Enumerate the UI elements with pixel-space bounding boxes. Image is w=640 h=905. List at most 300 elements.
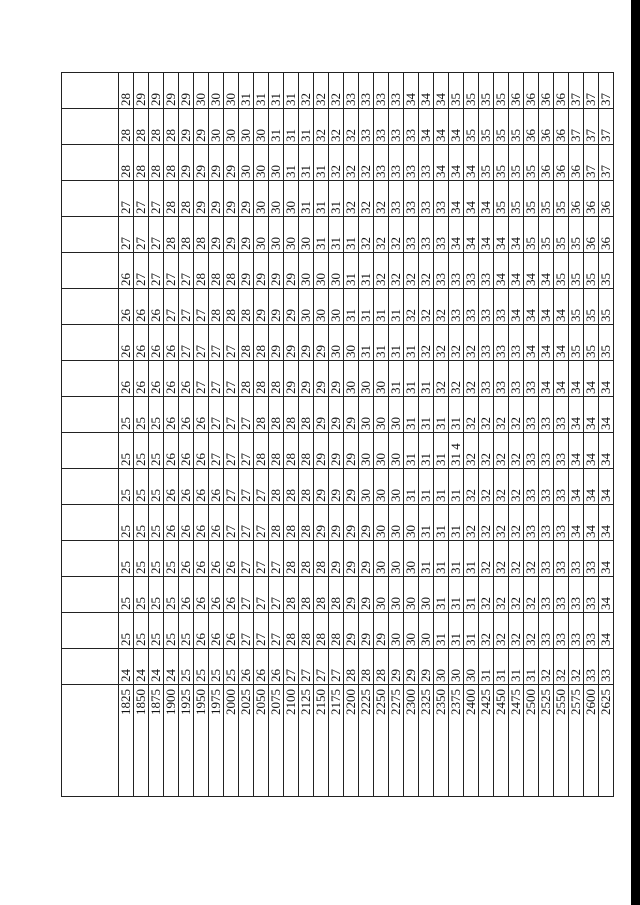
- value-cell: 25: [149, 397, 164, 433]
- value-cell: 28: [284, 613, 299, 649]
- value-cell: 25: [149, 433, 164, 469]
- value-cell: 33: [554, 505, 569, 541]
- year-cell: 2550: [554, 685, 569, 797]
- table-row: [179, 73, 194, 797]
- value-cell: 29: [209, 181, 224, 217]
- value-cell: 28: [149, 109, 164, 145]
- value-cell: 32: [494, 577, 509, 613]
- value-cell: 29: [284, 325, 299, 361]
- value-cell: 33: [389, 181, 404, 217]
- value-cell: 32: [389, 217, 404, 253]
- value-cell: 29: [284, 289, 299, 325]
- value-cell: 32: [359, 217, 374, 253]
- value-cell: 27: [224, 433, 239, 469]
- year-cell: 2625: [599, 685, 614, 797]
- year-cell: 2200: [344, 685, 359, 797]
- value-cell: 28: [299, 397, 314, 433]
- value-cell: 32: [374, 181, 389, 217]
- value-cell: 35: [569, 289, 584, 325]
- value-cell: 37: [599, 109, 614, 145]
- value-cell: 33: [434, 253, 449, 289]
- value-cell: 30: [314, 289, 329, 325]
- value-cell: 30: [389, 397, 404, 433]
- value-cell: 29: [254, 253, 269, 289]
- value-cell: 34: [524, 325, 539, 361]
- value-cell: 34: [494, 253, 509, 289]
- value-cell: 34: [599, 541, 614, 577]
- value-cell: 34: [449, 109, 464, 145]
- value-cell: 30: [314, 253, 329, 289]
- value-cell: [62, 73, 119, 109]
- value-cell: 30: [329, 253, 344, 289]
- data-table: [61, 72, 614, 797]
- value-cell: 29: [344, 433, 359, 469]
- value-cell: 33: [359, 73, 374, 109]
- value-cell: 36: [584, 181, 599, 217]
- value-cell: 26: [209, 505, 224, 541]
- value-cell: 32: [479, 613, 494, 649]
- value-cell: 32: [464, 397, 479, 433]
- value-cell: 27: [269, 577, 284, 613]
- value-cell: 35: [554, 181, 569, 217]
- value-cell: 32: [329, 109, 344, 145]
- value-cell: 30: [359, 469, 374, 505]
- value-cell: 34: [599, 469, 614, 505]
- year-cell: 2325: [419, 685, 434, 797]
- value-cell: 34: [509, 253, 524, 289]
- value-cell: 33: [494, 325, 509, 361]
- value-cell: 26: [224, 613, 239, 649]
- value-cell: 27: [179, 289, 194, 325]
- value-cell: 32: [359, 145, 374, 181]
- table-row: [464, 73, 479, 797]
- value-cell: 28: [224, 289, 239, 325]
- value-cell: 31: [269, 109, 284, 145]
- value-cell: 34: [464, 145, 479, 181]
- value-cell: 28: [299, 541, 314, 577]
- value-cell: 34: [599, 613, 614, 649]
- value-cell: 28: [284, 469, 299, 505]
- value-cell: 28: [284, 541, 299, 577]
- table-row: [254, 73, 269, 797]
- value-cell: 26: [224, 577, 239, 613]
- value-cell: 33: [554, 433, 569, 469]
- table-row: [209, 73, 224, 797]
- value-cell: 35: [509, 145, 524, 181]
- value-cell: 26: [194, 397, 209, 433]
- value-cell: 28: [239, 325, 254, 361]
- value-cell: 25: [134, 397, 149, 433]
- value-cell: [62, 397, 119, 433]
- value-cell: 33: [539, 577, 554, 613]
- value-cell: 26: [119, 289, 134, 325]
- value-cell: 29: [329, 397, 344, 433]
- value-cell: 31: [419, 433, 434, 469]
- value-cell: 26: [194, 541, 209, 577]
- value-cell: 31: [359, 253, 374, 289]
- value-cell: 32: [509, 397, 524, 433]
- value-cell: 29: [239, 181, 254, 217]
- value-cell: 27: [284, 649, 299, 685]
- value-cell: 27: [209, 397, 224, 433]
- value-cell: 26: [269, 649, 284, 685]
- value-cell: 32: [509, 433, 524, 469]
- value-cell: 32: [524, 613, 539, 649]
- value-cell: 34: [599, 397, 614, 433]
- year-cell: 2025: [239, 685, 254, 797]
- value-cell: 27: [164, 289, 179, 325]
- value-cell: 26: [179, 469, 194, 505]
- year-cell: 2400: [464, 685, 479, 797]
- value-cell: 25: [164, 541, 179, 577]
- value-cell: 34: [449, 181, 464, 217]
- value-cell: 27: [329, 649, 344, 685]
- value-cell: 31: [434, 469, 449, 505]
- value-cell: 33: [539, 433, 554, 469]
- value-cell: 30: [374, 361, 389, 397]
- year-cell: 2500: [524, 685, 539, 797]
- value-cell: 28: [179, 217, 194, 253]
- value-cell: 28: [254, 397, 269, 433]
- value-cell: 28: [269, 433, 284, 469]
- value-cell: 29: [314, 433, 329, 469]
- value-cell: 33: [464, 253, 479, 289]
- value-cell: 33: [374, 109, 389, 145]
- value-cell: 27: [224, 361, 239, 397]
- value-cell: 29: [224, 145, 239, 181]
- value-cell: 32: [479, 433, 494, 469]
- year-cell: 2525: [539, 685, 554, 797]
- value-cell: 29: [344, 469, 359, 505]
- value-cell: 27: [194, 325, 209, 361]
- value-cell: 28: [149, 145, 164, 181]
- value-cell: 32: [539, 649, 554, 685]
- value-cell: 32: [509, 541, 524, 577]
- value-cell: 28: [134, 145, 149, 181]
- value-cell: 32: [389, 253, 404, 289]
- value-cell: 31: [404, 325, 419, 361]
- data-table-container: [61, 72, 613, 797]
- value-cell: 26: [164, 325, 179, 361]
- value-cell: 25: [224, 649, 239, 685]
- value-cell: [62, 217, 119, 253]
- value-cell: 28: [119, 109, 134, 145]
- value-cell: 27: [239, 469, 254, 505]
- year-cell: 2000: [224, 685, 239, 797]
- blank-row: [62, 73, 119, 797]
- value-cell: 30: [254, 217, 269, 253]
- value-cell: 28: [119, 145, 134, 181]
- year-cell: 1875: [149, 685, 164, 797]
- value-cell: 33: [509, 361, 524, 397]
- value-cell: 30: [374, 505, 389, 541]
- value-cell: 31: [389, 325, 404, 361]
- value-cell: 33: [584, 649, 599, 685]
- table-row: [119, 73, 134, 797]
- value-cell: 33: [479, 325, 494, 361]
- value-cell: 26: [194, 577, 209, 613]
- value-cell: [62, 253, 119, 289]
- value-cell: [62, 541, 119, 577]
- value-cell: 35: [494, 181, 509, 217]
- value-cell: 34: [539, 325, 554, 361]
- value-cell: 30: [284, 181, 299, 217]
- table-row: [389, 73, 404, 797]
- value-cell: 28: [119, 73, 134, 109]
- value-cell: 32: [449, 361, 464, 397]
- value-cell: 25: [179, 649, 194, 685]
- value-cell: 31: [449, 469, 464, 505]
- year-cell: 2375: [449, 685, 464, 797]
- value-cell: 36: [554, 73, 569, 109]
- value-cell: 31: [449, 505, 464, 541]
- value-cell: 30: [269, 145, 284, 181]
- value-cell: 34: [569, 505, 584, 541]
- value-cell: 30: [359, 433, 374, 469]
- value-cell: 35: [554, 253, 569, 289]
- value-cell: 27: [134, 253, 149, 289]
- value-cell: 26: [134, 289, 149, 325]
- value-cell: 26: [149, 289, 164, 325]
- value-cell: 31: [284, 145, 299, 181]
- value-cell: 35: [479, 109, 494, 145]
- value-cell: 26: [209, 541, 224, 577]
- value-cell: [62, 613, 119, 649]
- value-cell: 30: [224, 109, 239, 145]
- year-cell: 1900: [164, 685, 179, 797]
- value-cell: 31: [284, 109, 299, 145]
- year-cell: 2100: [284, 685, 299, 797]
- value-cell: 28: [164, 145, 179, 181]
- year-cell: 2600: [584, 685, 599, 797]
- value-cell: 28: [284, 397, 299, 433]
- value-cell: 33: [539, 613, 554, 649]
- value-cell: 32: [344, 181, 359, 217]
- value-cell: 25: [179, 613, 194, 649]
- value-cell: 29: [329, 541, 344, 577]
- value-cell: 33: [404, 181, 419, 217]
- value-cell: 28: [299, 613, 314, 649]
- value-cell: 25: [149, 469, 164, 505]
- value-cell: 27: [134, 217, 149, 253]
- value-cell: [62, 505, 119, 541]
- value-cell: 35: [479, 145, 494, 181]
- value-cell: 33: [494, 289, 509, 325]
- value-cell: 31: [419, 505, 434, 541]
- value-cell: 34: [599, 577, 614, 613]
- table-row: [434, 73, 449, 797]
- value-cell: 30: [269, 217, 284, 253]
- year-cell: 1925: [179, 685, 194, 797]
- value-cell: 25: [134, 577, 149, 613]
- value-cell: 35: [554, 217, 569, 253]
- value-cell: 31: [419, 397, 434, 433]
- table-row: [569, 73, 584, 797]
- value-cell: 31: [329, 217, 344, 253]
- value-cell: 32: [419, 325, 434, 361]
- value-cell: 27: [314, 649, 329, 685]
- year-cell: 2575: [569, 685, 584, 797]
- value-cell: 32: [464, 505, 479, 541]
- value-cell: 27: [239, 541, 254, 577]
- value-cell: 34: [599, 433, 614, 469]
- value-cell: 29: [179, 109, 194, 145]
- value-cell: 33: [554, 613, 569, 649]
- value-cell: 26: [179, 577, 194, 613]
- value-cell: 25: [149, 541, 164, 577]
- value-cell: 34: [434, 109, 449, 145]
- value-cell: 32: [434, 361, 449, 397]
- value-cell: 29: [329, 505, 344, 541]
- value-cell: 28: [164, 109, 179, 145]
- value-cell: 27: [119, 217, 134, 253]
- value-cell: 32: [479, 397, 494, 433]
- value-cell: 32: [494, 541, 509, 577]
- year-cell: [62, 685, 119, 797]
- value-cell: 28: [269, 361, 284, 397]
- value-cell: 33: [449, 289, 464, 325]
- table-row: [314, 73, 329, 797]
- year-cell: 2425: [479, 685, 494, 797]
- value-cell: 28: [359, 649, 374, 685]
- value-cell: 33: [419, 181, 434, 217]
- value-cell: 29: [344, 613, 359, 649]
- value-cell: 30: [374, 397, 389, 433]
- value-cell: 32: [374, 253, 389, 289]
- value-cell: 30: [254, 145, 269, 181]
- value-cell: 26: [179, 433, 194, 469]
- value-cell: 29: [299, 325, 314, 361]
- value-cell: 29: [149, 73, 164, 109]
- value-cell: 29: [389, 649, 404, 685]
- value-cell: 31: [314, 145, 329, 181]
- value-cell: 29: [224, 181, 239, 217]
- value-cell: 30: [239, 109, 254, 145]
- value-cell: 31: [434, 433, 449, 469]
- value-cell: 31: [299, 181, 314, 217]
- table-row: [599, 73, 614, 797]
- value-cell: 36: [569, 145, 584, 181]
- year-cell: 2275: [389, 685, 404, 797]
- value-cell: 33: [389, 145, 404, 181]
- value-cell: 35: [524, 145, 539, 181]
- value-cell: 25: [119, 433, 134, 469]
- value-cell: 28: [254, 433, 269, 469]
- value-cell: 28: [269, 397, 284, 433]
- value-cell: 34: [584, 361, 599, 397]
- value-cell: 34: [554, 289, 569, 325]
- value-cell: 32: [419, 289, 434, 325]
- value-cell: 34: [434, 145, 449, 181]
- value-cell: 31: [284, 73, 299, 109]
- value-cell: 27: [254, 577, 269, 613]
- value-cell: 32: [524, 577, 539, 613]
- value-cell: 28: [194, 253, 209, 289]
- value-cell: 32: [419, 253, 434, 289]
- value-cell: 33: [569, 577, 584, 613]
- value-cell: 32: [494, 613, 509, 649]
- value-cell: 25: [149, 577, 164, 613]
- value-cell: 28: [344, 649, 359, 685]
- value-cell: 29: [359, 613, 374, 649]
- value-cell: 31: [464, 541, 479, 577]
- year-cell: 2150: [314, 685, 329, 797]
- value-cell: 34: [569, 469, 584, 505]
- value-cell: 35: [524, 181, 539, 217]
- value-cell: 35: [479, 73, 494, 109]
- value-cell: 25: [119, 541, 134, 577]
- value-cell: 29: [419, 649, 434, 685]
- table-row: [404, 73, 419, 797]
- value-cell: 27: [149, 253, 164, 289]
- value-cell: [62, 325, 119, 361]
- year-cell: 1850: [134, 685, 149, 797]
- value-cell: 32: [374, 217, 389, 253]
- value-cell: 30: [209, 73, 224, 109]
- value-cell: 32: [569, 649, 584, 685]
- value-cell: 36: [524, 109, 539, 145]
- value-cell: 30: [299, 217, 314, 253]
- value-cell: 28: [329, 577, 344, 613]
- value-cell: 26: [119, 325, 134, 361]
- value-cell: 31: [449, 613, 464, 649]
- value-cell: 28: [314, 541, 329, 577]
- value-cell: 28: [329, 613, 344, 649]
- value-cell: 33: [569, 541, 584, 577]
- value-cell: 24: [134, 649, 149, 685]
- value-cell: 30: [329, 289, 344, 325]
- value-cell: 33: [524, 397, 539, 433]
- table-row: [149, 73, 164, 797]
- value-cell: 25: [134, 469, 149, 505]
- value-cell: 28: [209, 253, 224, 289]
- value-cell: 37: [599, 145, 614, 181]
- value-cell: 27: [239, 613, 254, 649]
- value-cell: 31: [389, 289, 404, 325]
- value-cell: 30: [374, 577, 389, 613]
- value-cell: 29: [344, 505, 359, 541]
- value-cell: 34: [419, 109, 434, 145]
- year-cell: 1950: [194, 685, 209, 797]
- table-row: [164, 73, 179, 797]
- value-cell: 25: [164, 577, 179, 613]
- table-row: [449, 73, 464, 797]
- value-cell: 26: [254, 649, 269, 685]
- value-cell: 27: [149, 181, 164, 217]
- value-cell: 27: [179, 253, 194, 289]
- value-cell: 35: [584, 253, 599, 289]
- value-cell: 34: [494, 217, 509, 253]
- value-cell: 33: [344, 73, 359, 109]
- value-cell: 27: [239, 433, 254, 469]
- value-cell: 37: [584, 145, 599, 181]
- year-cell: 2175: [329, 685, 344, 797]
- table-row: [344, 73, 359, 797]
- value-cell: 26: [209, 577, 224, 613]
- value-cell: 25: [119, 505, 134, 541]
- table-row: [269, 73, 284, 797]
- value-cell: 33: [479, 253, 494, 289]
- value-cell: 29: [329, 361, 344, 397]
- value-cell: 36: [554, 145, 569, 181]
- value-cell: 29: [269, 253, 284, 289]
- table-row: [299, 73, 314, 797]
- value-cell: [62, 469, 119, 505]
- value-cell: 26: [239, 649, 254, 685]
- value-cell: 26: [119, 253, 134, 289]
- value-cell: 34: [464, 217, 479, 253]
- value-cell: 30: [404, 577, 419, 613]
